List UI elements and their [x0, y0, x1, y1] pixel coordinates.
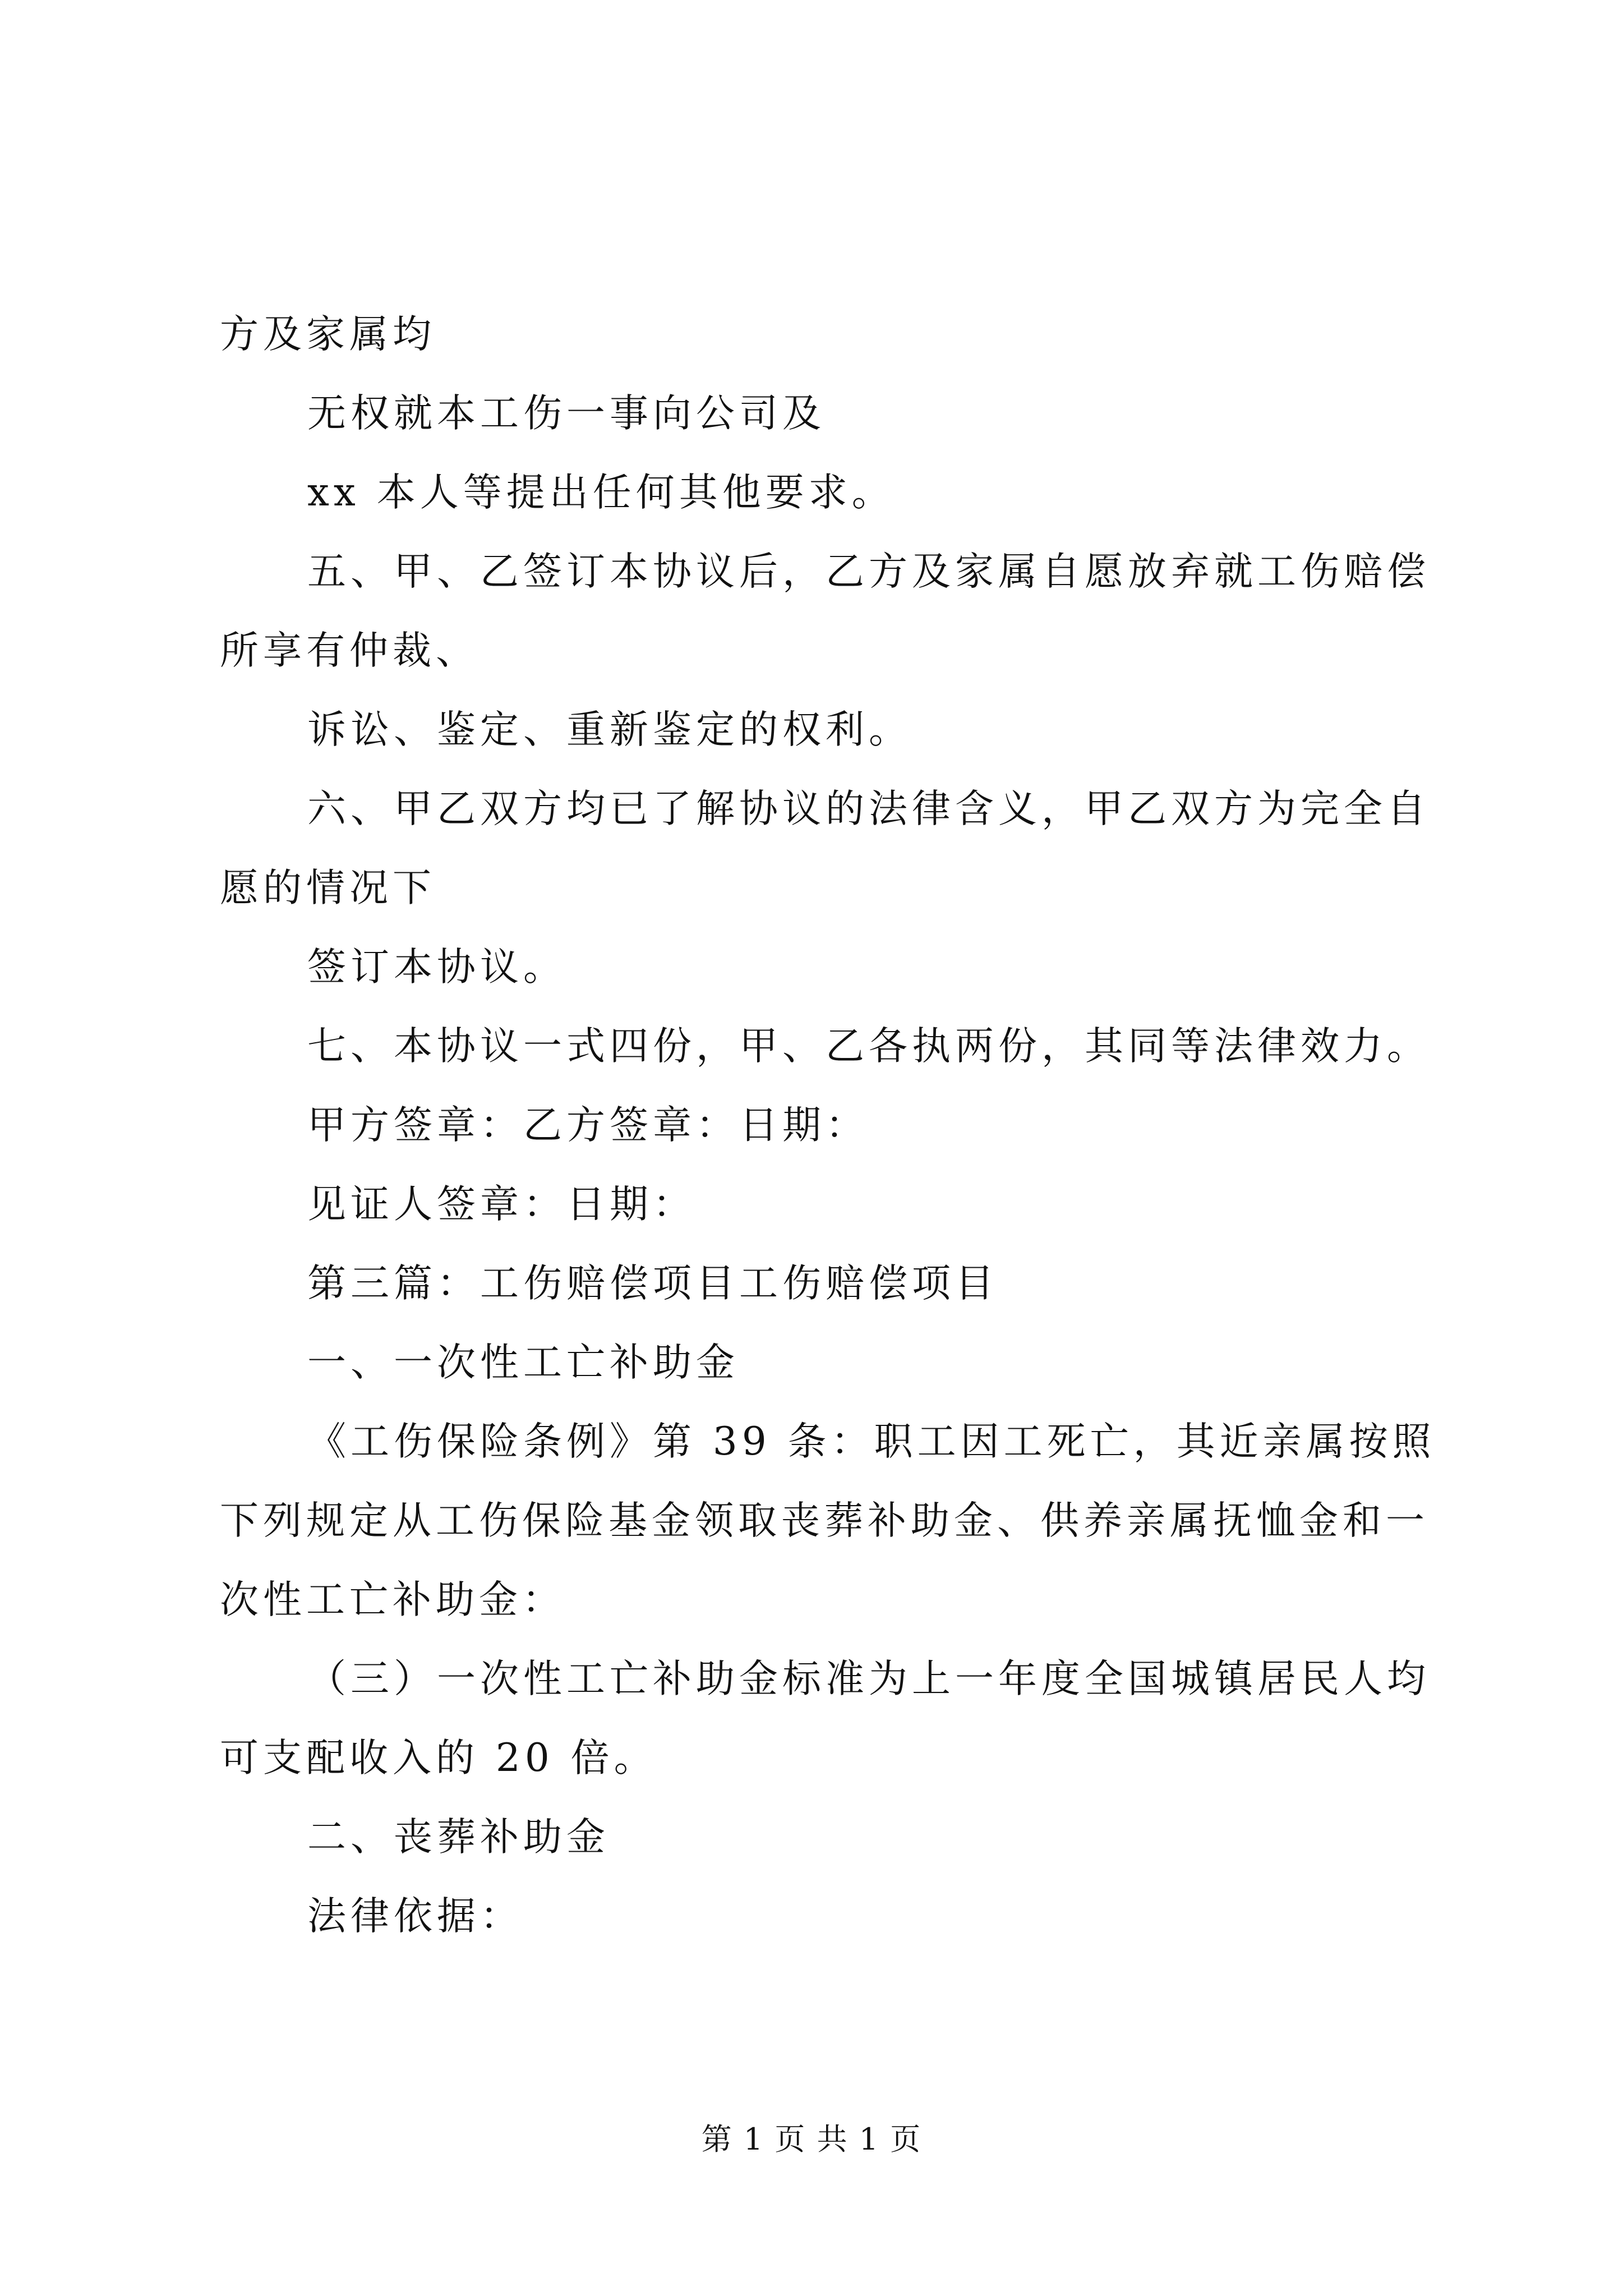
text-line-10: 七、本协议一式四份，甲、乙各执两份，其同等法律效力。	[307, 1024, 1430, 1069]
text-line-1: 方及家属均	[220, 312, 436, 357]
text-line-16: 下列规定从工伤保险基金领取丧葬补助金、供养亲属抚恤金和一	[220, 1498, 1429, 1543]
text-line-9: 签订本协议。	[307, 945, 566, 990]
text-line-2: 无权就本工伤一事向公司及	[307, 391, 826, 436]
text-line-18: （三）一次性工亡补助金标准为上一年度全国城镇居民人均	[307, 1657, 1430, 1701]
text-line-14: 一、一次性工亡补助金	[307, 1340, 739, 1385]
text-line-17: 次性工亡补助金：	[220, 1577, 565, 1622]
text-line-4: 五、甲、乙签订本协议后，乙方及家属自愿放弃就工伤赔偿	[307, 549, 1430, 594]
text-line-5: 所享有仲裁、	[220, 628, 479, 673]
text-line-15: 《工伤保险条例》第 39 条：职工因工死亡，其近亲属按照	[307, 1419, 1436, 1464]
page-footer: 第 1 页 共 1 页	[701, 2122, 922, 2157]
text-line-11: 甲方签章：乙方签章：日期：	[307, 1103, 869, 1148]
text-line-19: 可支配收入的 20 倍。	[220, 1736, 657, 1780]
text-line-8: 愿的情况下	[220, 866, 436, 910]
text-line-7: 六、甲乙双方均已了解协议的法律含义，甲乙双方为完全自	[307, 786, 1430, 831]
text-line-21: 法律依据：	[307, 1894, 523, 1939]
text-line-6: 诉讼、鉴定、重新鉴定的权利。	[307, 707, 912, 752]
text-line-3: xx 本人等提出任何其他要求。	[307, 470, 895, 515]
text-line-12: 见证人签章：日期：	[307, 1182, 696, 1227]
section-heading: 第三篇：工伤赔偿项目工伤赔偿项目	[307, 1261, 998, 1306]
text-line-20: 二、丧葬补助金	[307, 1815, 610, 1860]
